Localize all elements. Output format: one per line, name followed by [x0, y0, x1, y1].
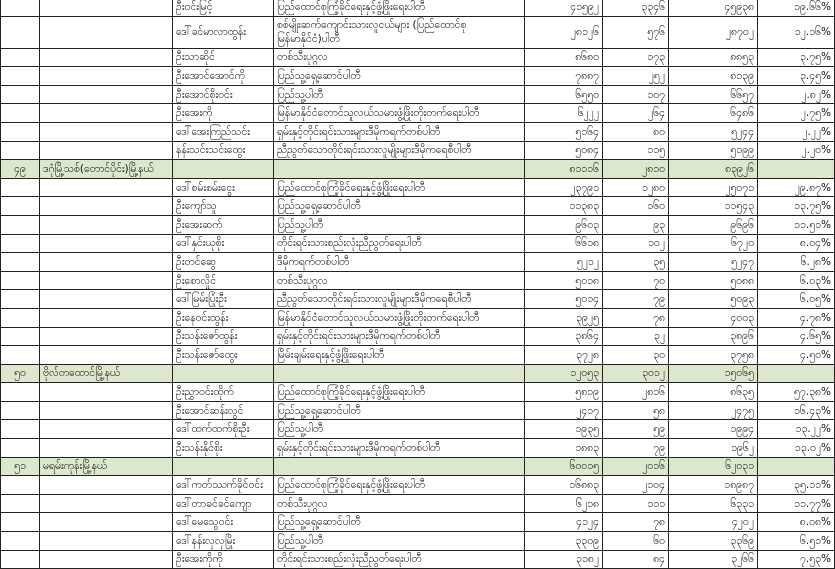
candidate-name: ဦးနေဝင်းထွန်း: [173, 308, 274, 327]
township-total-votes: ၆၀၀၁၅: [525, 457, 603, 476]
party-name: တစ်သီးပုဂ္ဂလ: [274, 271, 525, 290]
percent-cell: [758, 364, 835, 383]
total-votes-cell: ၅၂၄၄: [669, 122, 758, 141]
candidate-name: ဦးညွှာဝင်းထိုက်: [173, 383, 274, 402]
candidate-row: [1, 215, 835, 234]
advance-votes-cell: ၂၈၁၆: [603, 383, 669, 402]
party-name: ပြည်ထောင်စုကြံ့ခိုင်ရေးနှင့်ဖွံ့ဖြိုးရေးပါတီ: [274, 383, 525, 402]
party-name: ပြည်သူ့ပါတီ: [274, 85, 525, 104]
party-name: ပြည်သူ့ရှေ့ဆောင်ပါတီ: [274, 197, 525, 216]
votes-cell: ၃၉၂၅: [525, 308, 603, 327]
advance-votes-cell: ၁၁၅: [603, 141, 669, 160]
township-row: [1, 364, 835, 383]
total-votes-cell: ၅၁၉၉: [669, 141, 758, 160]
township-total-votes: ၈၁၁၁၆: [525, 160, 603, 179]
candidate-row: [1, 178, 835, 197]
advance-votes-cell: ၁၇၃: [603, 48, 669, 67]
township-advance-votes: ၂၀၁၆: [603, 457, 669, 476]
blank-cell: [40, 550, 173, 569]
total-votes-cell: ၄၅၉၃၈: [669, 0, 758, 16]
percent-cell: ၇.၅၃%: [758, 550, 835, 569]
blank-cell: [1, 48, 40, 67]
candidate-row: [1, 346, 835, 365]
party-name: ရှမ်းနှင့်တိုင်းရင်းသားများဒီမိုကရက်တစ်ပါတီ: [274, 439, 525, 458]
blank-cell: [1, 476, 40, 495]
blank-cell: [40, 85, 173, 104]
percent-cell: ၁၃.၀၂%: [758, 439, 835, 458]
percent-cell: ၄.၅၀%: [758, 346, 835, 365]
advance-votes-cell: ၇၉: [603, 439, 669, 458]
candidate-name: ဦးသန်းနိုင်စိုး: [173, 439, 274, 458]
blank-cell: [40, 346, 173, 365]
votes-cell: ၃၃၀၉: [525, 532, 603, 551]
blank-cell: [1, 104, 40, 123]
total-votes-cell: ၈၁၃၉: [669, 67, 758, 86]
advance-votes-cell: ၃၅: [603, 253, 669, 272]
blank-cell: [1, 122, 40, 141]
blank-cell: [173, 364, 274, 383]
party-name: ပြည်သူ့ရှေ့ဆောင်ပါတီ: [274, 67, 525, 86]
candidate-row: [1, 494, 835, 513]
percent-cell: ၆.၀၃%: [758, 271, 835, 290]
candidate-row: [1, 122, 835, 141]
total-votes-cell: ၁၉၆၂: [669, 439, 758, 458]
votes-cell: ၁၁၃၈၃: [525, 197, 603, 216]
candidate-row: [1, 383, 835, 402]
blank-cell: [1, 271, 40, 290]
percent-cell: ၁၁.၅၁%: [758, 215, 835, 234]
advance-votes-cell: ၇၀: [603, 271, 669, 290]
candidate-row: [1, 0, 835, 16]
blank-cell: [1, 494, 40, 513]
candidate-row: [1, 253, 835, 272]
total-votes-cell: ၁၉၉၄: [669, 420, 758, 439]
total-votes-cell: ၂၅၀၇၁: [669, 178, 758, 197]
blank-cell: [40, 532, 173, 551]
votes-cell: ၇၈၈၇: [525, 67, 603, 86]
percent-cell: ၅၇.၃၈%: [758, 383, 835, 402]
blank-cell: [1, 401, 40, 420]
votes-cell: ၃၁၈၂: [525, 550, 603, 569]
blank-cell: [40, 0, 173, 16]
advance-votes-cell: ၇၈: [603, 308, 669, 327]
candidate-row: [1, 48, 835, 67]
candidate-name: ဦးသာဆိုင်: [173, 48, 274, 67]
township-advance-votes: ၃၀၁၂: [603, 364, 669, 383]
candidate-name: ဦးအေးကိုကို: [173, 550, 274, 569]
party-name: ပြည်သူ့ပါတီ: [274, 215, 525, 234]
percent-cell: ၄.၆၅%: [758, 327, 835, 346]
blank-cell: [1, 85, 40, 104]
advance-votes-cell: ၁၁၁: [603, 494, 669, 513]
party-name: ပြည်သူ့ရှေ့ဆောင်ပါတီ: [274, 513, 525, 532]
candidate-name: ဦးတင်ဆွေ: [173, 253, 274, 272]
total-votes-cell: ၉၆၉၆: [669, 215, 758, 234]
candidate-name: ဒေါ်နှင်းယုစိုး: [173, 234, 274, 253]
candidate-name: ဦးအောင်စိုးဝင်း: [173, 85, 274, 104]
candidate-row: [1, 308, 835, 327]
percent-cell: ၁၁.၇၇%: [758, 494, 835, 513]
candidate-row: [1, 420, 835, 439]
blank-cell: [40, 104, 173, 123]
percent-cell: ၈.၀၄%: [758, 234, 835, 253]
votes-cell: ၄၁၂၄: [525, 513, 603, 532]
party-name: ရှမ်းနှင့်တိုင်းရင်းသားများဒီမိုကရက်တစ်ပါတီ: [274, 122, 525, 141]
advance-votes-cell: ၂၆၄: [603, 104, 669, 123]
township-total-votes: ၁၂၀၅၃: [525, 364, 603, 383]
percent-cell: ၁၃.၇၅%: [758, 197, 835, 216]
party-name: ပြည်ထောင်စုကြံ့ခိုင်ရေးနှင့်ဖွံ့ဖြိုးရေးပါတီ: [274, 476, 525, 495]
township-grand-total: ၆၂၀၃၁: [669, 457, 758, 476]
votes-cell: ၄၁၅၉၂: [525, 0, 603, 16]
candidate-row: [1, 513, 835, 532]
township-grand-total: ၈၃၉၂၆: [669, 160, 758, 179]
candidate-name: ဒေါ်ကတ်ဿက်ခိုင်ဝင်း: [173, 476, 274, 495]
party-name: ပြည်သူ့ပါတီ: [274, 420, 525, 439]
blank-cell: [1, 141, 40, 160]
votes-cell: ၆၅၅၀: [525, 85, 603, 104]
party-name: ပြည်သူ့ပါတီ: [274, 532, 525, 551]
votes-cell: ၅၀၁၈: [525, 271, 603, 290]
blank-cell: [274, 457, 525, 476]
advance-votes-cell: ၁၀၇: [603, 85, 669, 104]
candidate-row: [1, 290, 835, 309]
township-number: ၅၀: [1, 364, 40, 383]
blank-cell: [40, 401, 173, 420]
total-votes-cell: ၄၂၀၂: [669, 513, 758, 532]
advance-votes-cell: ၉၃: [603, 215, 669, 234]
party-name: ပြည်ထောင်စုကြံ့ခိုင်ရေးနှင့်ဖွံ့ဖြိုးရေးပါတီ: [274, 178, 525, 197]
blank-cell: [40, 513, 173, 532]
township-name: မရမ်းကုန်းမြို့နယ်: [40, 457, 173, 476]
candidate-name: ဒေါ်နန်းလှလှမြိုး: [173, 532, 274, 551]
percent-cell: ၈.၀၈%: [758, 513, 835, 532]
votes-cell: ၁၈၈၃: [525, 439, 603, 458]
advance-votes-cell: ၅၈: [603, 401, 669, 420]
total-votes-cell: ၅၀၉၃: [669, 290, 758, 309]
advance-votes-cell: ၇၈: [603, 513, 669, 532]
percent-cell: ၁၃.၂၂%: [758, 420, 835, 439]
percent-cell: ၆.၅၁%: [758, 532, 835, 551]
total-votes-cell: ၅၀၈၈: [669, 271, 758, 290]
total-votes-cell: ၄၀၀၃: [669, 308, 758, 327]
blank-cell: [1, 532, 40, 551]
party-name: မြိမ်းချမ်းရေးနှင့်ဖွံ့ဖြိုးရေးပါတီ: [274, 346, 525, 365]
advance-votes-cell: ၈၀: [603, 122, 669, 141]
votes-cell: ၉၆၀၃: [525, 215, 603, 234]
candidate-row: [1, 532, 835, 551]
blank-cell: [1, 197, 40, 216]
votes-cell: ၈၆၈၀: [525, 48, 603, 67]
township-grand-total: ၁၅၀၆၅: [669, 364, 758, 383]
candidate-name: ဦးသန်းဇော်ထွန်း: [173, 327, 274, 346]
candidate-row: [1, 327, 835, 346]
blank-cell: [1, 215, 40, 234]
blank-cell: [1, 0, 40, 16]
votes-cell: ၅၁၆၄: [525, 122, 603, 141]
blank-cell: [40, 197, 173, 216]
advance-votes-cell: ၅၇၆: [603, 16, 669, 48]
candidate-row: [1, 439, 835, 458]
blank-cell: [40, 48, 173, 67]
votes-cell: ၁၉၃၅: [525, 420, 603, 439]
percent-cell: ၆.၀၅%: [758, 290, 835, 309]
votes-cell: ၅၀၁၄: [525, 290, 603, 309]
votes-cell: ၆၂၁၈: [525, 494, 603, 513]
total-votes-cell: ၁၈၉၈၇: [669, 476, 758, 495]
candidate-name: ဦးအေးဆက်: [173, 215, 274, 234]
percent-cell: [758, 160, 835, 179]
candidate-name: ဦးကျော်သူ: [173, 197, 274, 216]
township-number: ၄၉: [1, 160, 40, 179]
blank-cell: [173, 160, 274, 179]
blank-cell: [40, 476, 173, 495]
blank-cell: [1, 16, 40, 48]
blank-cell: [173, 457, 274, 476]
candidate-name: ဦးစောလှိုင်: [173, 271, 274, 290]
advance-votes-cell: ၆၀: [603, 532, 669, 551]
advance-votes-cell: ၃၃၄၆: [603, 0, 669, 16]
blank-cell: [40, 16, 173, 48]
total-votes-cell: ၈၈၅၃: [669, 48, 758, 67]
candidate-row: [1, 16, 835, 48]
candidate-name: ဦးအောင်အောင်ကို: [173, 67, 274, 86]
blank-cell: [1, 308, 40, 327]
total-votes-cell: ၈၆၃၅: [669, 383, 758, 402]
votes-cell: ၆၆၁၈: [525, 234, 603, 253]
blank-cell: [40, 420, 173, 439]
party-name: တစ်သီးပုဂ္ဂလ: [274, 494, 525, 513]
percent-cell: ၄.၇၈%: [758, 308, 835, 327]
blank-cell: [40, 178, 173, 197]
candidate-row: [1, 401, 835, 420]
blank-cell: [1, 383, 40, 402]
blank-cell: [40, 234, 173, 253]
advance-votes-cell: ၁၀၂: [603, 234, 669, 253]
blank-cell: [40, 271, 173, 290]
party-name: ဒီမိုကရက်တစ်ပါတီ: [274, 253, 525, 272]
blank-cell: [274, 364, 525, 383]
candidate-row: [1, 141, 835, 160]
percent-cell: ၆.၂၈%: [758, 253, 835, 272]
percent-cell: ၃.၇၅%: [758, 48, 835, 67]
votes-cell: ၂၃၇၉၁: [525, 178, 603, 197]
votes-cell: ၃၇၂၈: [525, 346, 603, 365]
results-table-body: [1, 0, 835, 569]
township-name: ဗိုလ်တထောင်မြို့နယ်: [40, 364, 173, 383]
percent-cell: ၃၅.၁၁%: [758, 476, 835, 495]
votes-cell: ၅၂၁၂: [525, 253, 603, 272]
party-name: တစ်သီးပုဂ္ဂလ: [274, 48, 525, 67]
candidate-row: [1, 476, 835, 495]
total-votes-cell: ၃၇၅၈: [669, 346, 758, 365]
total-votes-cell: ၂၈၇၀၂: [669, 16, 758, 48]
candidate-name: ဦးအေးကို: [173, 104, 274, 123]
blank-cell: [40, 215, 173, 234]
candidate-row: [1, 234, 835, 253]
blank-cell: [1, 550, 40, 569]
party-name: ရှမ်းနှင့်တိုင်းရင်းသားများဒီမိုကရက်တစ်ပါတီ: [274, 327, 525, 346]
votes-cell: ၂၈၁၂၆: [525, 16, 603, 48]
party-name: မြန်မာနိုင်ငံတောင်သူလယ်သမားဖွံ့ဖြိုးတိုးတက်ရေးပါတီ: [274, 308, 525, 327]
votes-cell: ၂၄၁၇: [525, 401, 603, 420]
advance-votes-cell: ၃၀: [603, 346, 669, 365]
candidate-name: ဒေါ်ခင်မာလာထွန်း: [173, 16, 274, 48]
township-name: ဒဂုံမြို့သစ်(တောင်ပိုင်း)မြို့နယ်: [40, 160, 173, 179]
blank-cell: [40, 67, 173, 86]
total-votes-cell: ၆၆၅၇: [669, 85, 758, 104]
party-name: ညီညွတ်သောတိုင်းရင်းသားလူမျိုးများဒီမိုကရေစီပါတီ: [274, 290, 525, 309]
percent-cell: [758, 457, 835, 476]
advance-votes-cell: ၁၂၈၀: [603, 178, 669, 197]
votes-cell: ၅၀၈၄: [525, 141, 603, 160]
candidate-name: ဒေါ်မြမ်းပြုံးဦး: [173, 290, 274, 309]
blank-cell: [40, 439, 173, 458]
total-votes-cell: ၁၁၅၄၃: [669, 197, 758, 216]
blank-cell: [1, 234, 40, 253]
party-name: တိုင်းရင်းသားစည်းလုံးညီညွတ်ရေးပါတီ: [274, 234, 525, 253]
blank-cell: [1, 67, 40, 86]
candidate-name: ဦးအောင်ဆန်းလွင်: [173, 401, 274, 420]
total-votes-cell: ၂၄၇၅: [669, 401, 758, 420]
blank-cell: [1, 439, 40, 458]
blank-cell: [40, 290, 173, 309]
candidate-row: [1, 104, 835, 123]
party-name: ပြည်ထောင်စုကြံ့ခိုင်ရေးနှင့်ဖွံ့ဖြိုးရေးပါတီ: [274, 0, 525, 16]
votes-cell: ၁၆၈၈၃: [525, 476, 603, 495]
total-votes-cell: ၆၇၂၀: [669, 234, 758, 253]
candidate-row: [1, 197, 835, 216]
percent-cell: ၁၂.၁၆%: [758, 16, 835, 48]
blank-cell: [40, 122, 173, 141]
candidate-name: နန်းသင်းသင်းထွေး: [173, 141, 274, 160]
party-name: စစ်မျိုးဆက်ကျောင်းသားလူငယ်များ (ပြည်ထောင်စုမြန်မာနိုင်ငံ)ပါတီ: [274, 16, 525, 48]
blank-cell: [1, 253, 40, 272]
candidate-row: [1, 85, 835, 104]
blank-cell: [40, 383, 173, 402]
percent-cell: ၂.၇၅%: [758, 104, 835, 123]
advance-votes-cell: ၅၉: [603, 420, 669, 439]
candidate-name: ဦးဝင်းမြင့်: [173, 0, 274, 16]
blank-cell: [40, 253, 173, 272]
percent-cell: ၃.၄၅%: [758, 67, 835, 86]
township-number: ၅၁: [1, 457, 40, 476]
blank-cell: [1, 327, 40, 346]
candidate-name: ဒေါ်တာခင်ခင်ကျော: [173, 494, 274, 513]
percent-cell: ၁၆.၄၃%: [758, 401, 835, 420]
total-votes-cell: ၆၄၈၆: [669, 104, 758, 123]
percent-cell: ၂.၂၂%: [758, 122, 835, 141]
blank-cell: [40, 327, 173, 346]
total-votes-cell: ၆၃၃၁: [669, 494, 758, 513]
party-name: မြန်မာနိုင်ငံတောင်သူလယ်သမားဖွံ့ဖြိုးတိုးတက်ရေးပါတီ: [274, 104, 525, 123]
candidate-name: ဒေါ်ထက်ထက်စိုးဦး: [173, 420, 274, 439]
blank-cell: [1, 420, 40, 439]
total-votes-cell: ၃၈၉၆: [669, 327, 758, 346]
votes-cell: ၆၂၂၂: [525, 104, 603, 123]
candidate-row: [1, 67, 835, 86]
township-row: [1, 457, 835, 476]
advance-votes-cell: ၂၁၀၄: [603, 476, 669, 495]
candidate-row: [1, 550, 835, 569]
percent-cell: ၂.၂၀%: [758, 141, 835, 160]
advance-votes-cell: ၇၉: [603, 290, 669, 309]
percent-cell: ၂.၈၂%: [758, 85, 835, 104]
total-votes-cell: ၃၂၆၆: [669, 550, 758, 569]
percent-cell: ၂၉.၈၇%: [758, 178, 835, 197]
candidate-name: ဦးသန်းဇော်ထွေး: [173, 346, 274, 365]
township-advance-votes: ၂၈၁၀: [603, 160, 669, 179]
blank-cell: [1, 513, 40, 532]
blank-cell: [274, 160, 525, 179]
blank-cell: [40, 308, 173, 327]
candidate-name: ဒေါ်မေသွေဝင်း: [173, 513, 274, 532]
total-votes-cell: ၅၂၄၇: [669, 253, 758, 272]
votes-cell: ၅၈၁၉: [525, 383, 603, 402]
blank-cell: [40, 141, 173, 160]
candidate-row: [1, 271, 835, 290]
total-votes-cell: ၃၃၆၉: [669, 532, 758, 551]
party-name: ညီညွတ်သောတိုင်းရင်းသားလူမျိုးများဒီမိုကရေစီပါတီ: [274, 141, 525, 160]
party-name: ပြည်သူ့ရှေ့ဆောင်ပါတီ: [274, 401, 525, 420]
advance-votes-cell: ၂၅၂: [603, 67, 669, 86]
township-row: [1, 160, 835, 179]
candidate-name: ဒေါ်အေးကြည်သင်း: [173, 122, 274, 141]
candidate-name: ဒေါ်စမ်းစမ်းငွေး: [173, 178, 274, 197]
advance-votes-cell: ၁၆၀: [603, 197, 669, 216]
blank-cell: [1, 178, 40, 197]
percent-cell: ၁၉.၆၆%: [758, 0, 835, 16]
blank-cell: [1, 290, 40, 309]
blank-cell: [40, 494, 173, 513]
advance-votes-cell: ၈၄: [603, 550, 669, 569]
party-name: တိုင်းရင်းသားစည်းလုံးညီညွတ်ရေးပါတီ: [274, 550, 525, 569]
advance-votes-cell: ၃၂: [603, 327, 669, 346]
blank-cell: [1, 346, 40, 365]
votes-cell: ၃၈၆၄: [525, 327, 603, 346]
